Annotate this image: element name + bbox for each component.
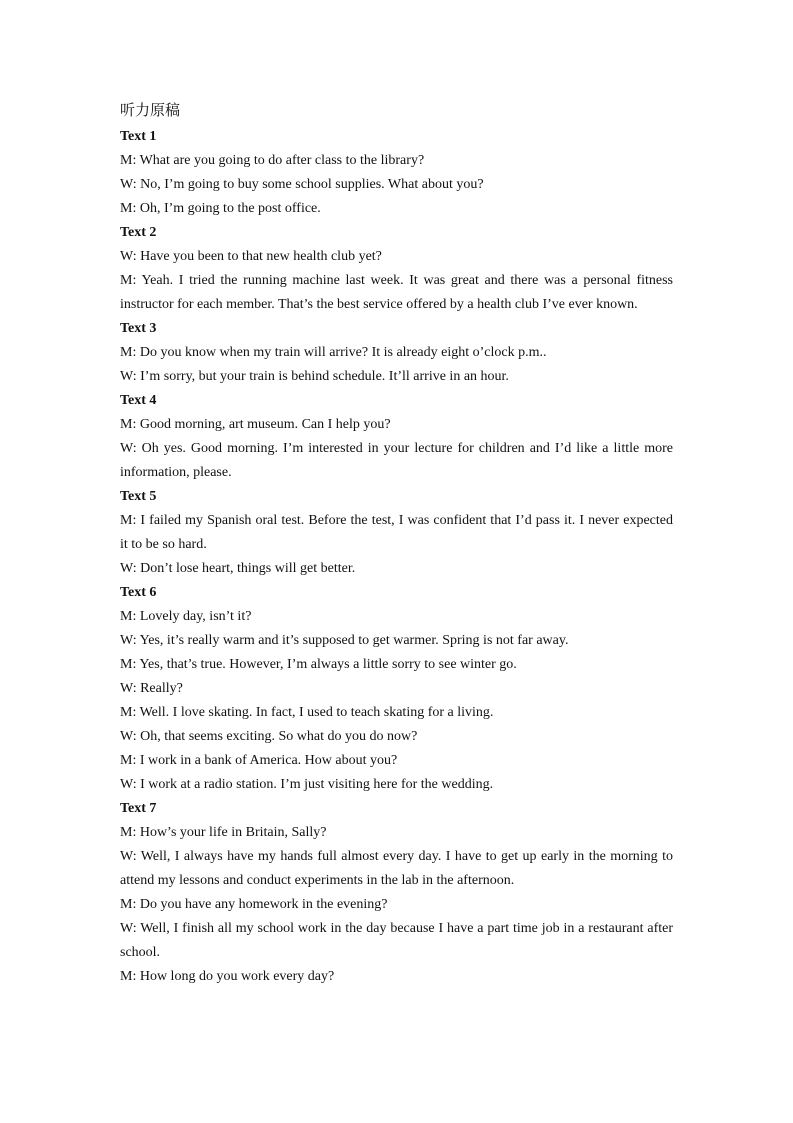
document-title: 听力原稿 bbox=[120, 101, 181, 119]
dialogue-line: M: Yeah. I tried the running machine last week. It was great and there was a personal fitness instructor for each member. That’s the best service offered by a health club I’ve ever known. bbox=[120, 273, 673, 312]
section-text-5 bbox=[120, 485, 673, 581]
dialogue-line: M: Good morning, art museum. Can I help you? bbox=[120, 417, 391, 432]
section-heading: Text 1 bbox=[120, 129, 157, 144]
section-heading: Text 4 bbox=[120, 393, 157, 408]
section-heading: Text 6 bbox=[120, 585, 157, 600]
dialogue-line: M: Do you have any homework in the evening? bbox=[120, 897, 388, 912]
dialogue-line: M: Yes, that’s true. However, I’m always a little sorry to see winter go. bbox=[120, 657, 517, 672]
section-text-1 bbox=[120, 125, 673, 221]
dialogue-line: W: I work at a radio station. I’m just visiting here for the wedding. bbox=[120, 777, 494, 792]
dialogue-line: M: I failed my Spanish oral test. Before the test, I was confident that I’d pass it. I never expected it to be so hard. bbox=[120, 513, 673, 552]
dialogue-line: M: What are you going to do after class to the library? bbox=[120, 153, 425, 168]
section-text-3 bbox=[120, 317, 673, 389]
dialogue-line: W: Well, I always have my hands full almost every day. I have to get up early in the morning to attend my lessons and conduct experiments in the lab in the afternoon. bbox=[120, 849, 673, 888]
dialogue-line: M: How’s your life in Britain, Sally? bbox=[120, 825, 327, 840]
dialogue-line: M: I work in a bank of America. How about you? bbox=[120, 753, 398, 768]
section-heading: Text 2 bbox=[120, 225, 157, 240]
dialogue-line: W: Oh, that seems exciting. So what do you do now? bbox=[120, 729, 418, 744]
section-heading: Text 7 bbox=[120, 801, 157, 816]
dialogue-line: W: Really? bbox=[120, 681, 183, 696]
dialogue-line: M: Oh, I’m going to the post office. bbox=[120, 201, 321, 216]
dialogue-line: W: Yes, it’s really warm and it’s supposed to get warmer. Spring is not far away. bbox=[120, 633, 569, 648]
dialogue-line: M: Do you know when my train will arrive? It is already eight o’clock p.m.. bbox=[120, 345, 547, 360]
dialogue-line: W: Well, I finish all my school work in the day because I have a part time job in a restaurant after school. bbox=[120, 921, 673, 960]
section-text-4 bbox=[120, 389, 673, 485]
dialogue-line: M: Lovely day, isn’t it? bbox=[120, 609, 252, 624]
dialogue-line: W: Have you been to that new health club yet? bbox=[120, 249, 382, 264]
dialogue-line: W: Don’t lose heart, things will get better. bbox=[120, 561, 356, 576]
section-text-6 bbox=[120, 581, 673, 797]
section-text-2 bbox=[120, 221, 673, 317]
transcript-page bbox=[120, 98, 673, 989]
dialogue-line: W: Oh yes. Good morning. I’m interested in your lecture for children and I’d like a little more information, please. bbox=[120, 441, 673, 480]
section-text-7 bbox=[120, 797, 673, 989]
section-heading: Text 5 bbox=[120, 489, 157, 504]
dialogue-line: M: Well. I love skating. In fact, I used to teach skating for a living. bbox=[120, 705, 494, 720]
dialogue-line: W: I’m sorry, but your train is behind schedule. It’ll arrive in an hour. bbox=[120, 369, 509, 384]
section-heading: Text 3 bbox=[120, 321, 157, 336]
dialogue-line: M: How long do you work every day? bbox=[120, 969, 335, 984]
dialogue-line: W: No, I’m going to buy some school supplies. What about you? bbox=[120, 177, 484, 192]
